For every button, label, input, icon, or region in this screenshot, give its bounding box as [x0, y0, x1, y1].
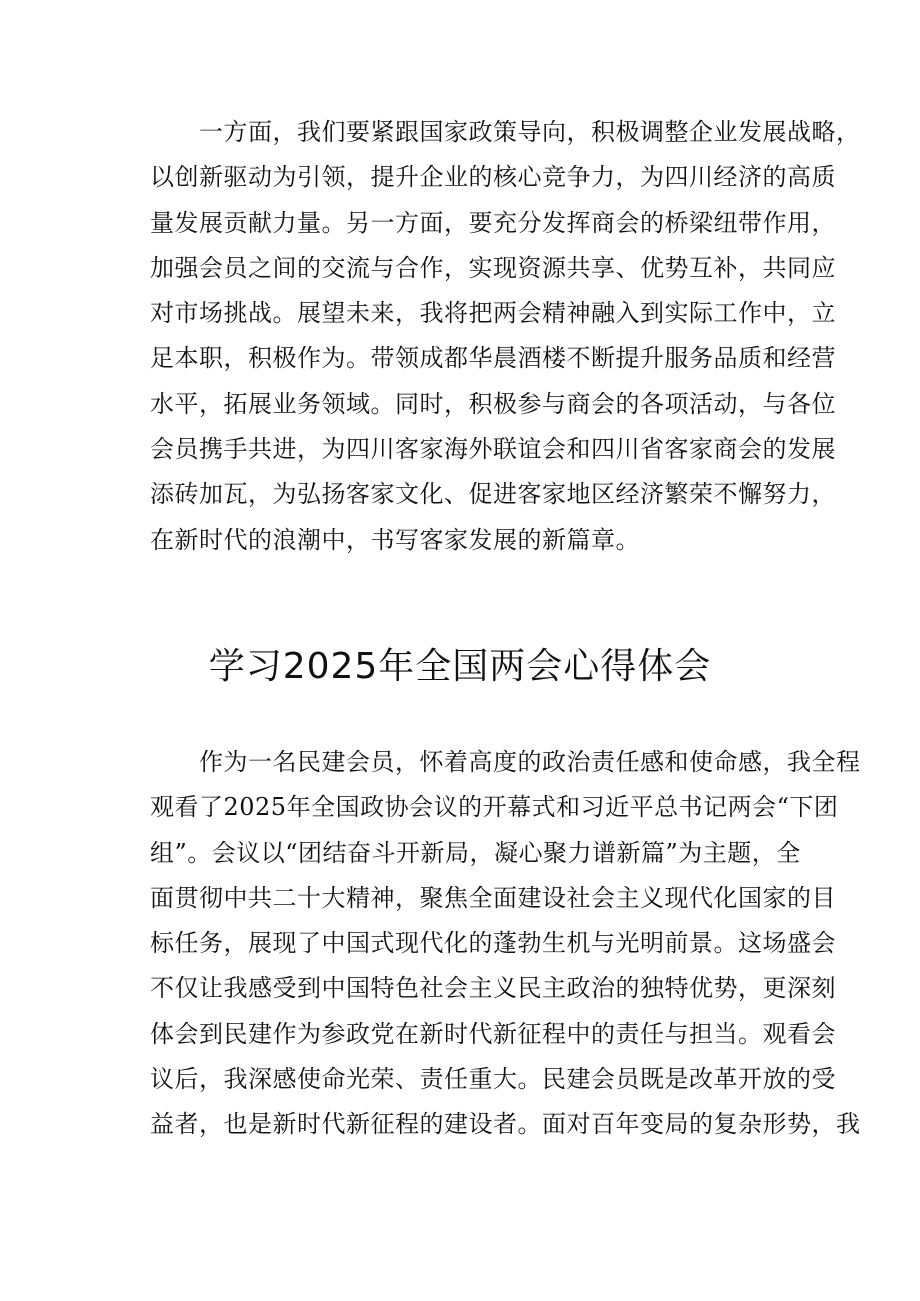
paragraph-line: 不仅让我感受到中国特色社会主义民主政治的独特优势，更深刻 — [150, 974, 836, 1003]
paragraph-2 — [150, 740, 861, 1148]
paragraph-line: 以创新驱动为引领，提升企业的核心竞争力，为四川经济的高质 — [150, 163, 836, 192]
paragraph-line: 议后，我深感使命光荣、责任重大。民建会员既是改革开放的受 — [150, 1065, 836, 1094]
paragraph-line: 添砖加瓦，为弘扬客家文化、促进客家地区经济繁荣不懈努力， — [150, 480, 836, 509]
paragraph-line: 益者，也是新时代新征程的建设者。面对百年变局的复杂形势，我 — [150, 1110, 861, 1139]
paragraph-line: 对市场挑战。展望未来，我将把两会精神融入到实际工作中，立 — [150, 299, 836, 328]
paragraph-line: 面贯彻中共二十大精神，聚焦全面建设社会主义现代化国家的目 — [150, 883, 836, 912]
paragraph-line: 体会到民建作为参政党在新时代新征程中的责任与担当。观看会 — [150, 1019, 836, 1048]
document-title: 学习2025年全国两会心得体会 — [208, 646, 712, 687]
paragraph-line: 组”。会议以“团结奋斗开新局，凝心聚力谱新篇”为主题，全 — [150, 838, 801, 867]
paragraph-line: 会员携手共进，为四川客家海外联谊会和四川省客家商会的发展 — [150, 435, 836, 464]
paragraph-line: 观看了2025年全国政协会议的开幕式和习近平总书记两会“下团 — [150, 793, 839, 822]
paragraph-line: 一方面，我们要紧跟国家政策导向，积极调整企业发展战略， — [150, 118, 861, 146]
paragraph-line: 标任务，展现了中国式现代化的蓬勃生机与光明前景。这场盛会 — [150, 929, 836, 958]
paragraph-line: 量发展贡献力量。另一方面，要充分发挥商会的桥梁纽带作用， — [150, 208, 836, 237]
paragraph-1 — [150, 110, 861, 563]
paragraph-line: 作为一名民建会员，怀着高度的政治责任感和使命感，我全程 — [150, 748, 861, 776]
paragraph-line: 水平，拓展业务领域。同时，积极参与商会的各项活动，与各位 — [150, 389, 836, 418]
paragraph-line: 在新时代的浪潮中，书写客家发展的新篇章。 — [150, 525, 640, 554]
paragraph-line: 加强会员之间的交流与合作，实现资源共享、优势互补，共同应 — [150, 253, 836, 282]
paragraph-line: 足本职，积极作为。带领成都华晨酒楼不断提升服务品质和经营 — [150, 344, 836, 373]
